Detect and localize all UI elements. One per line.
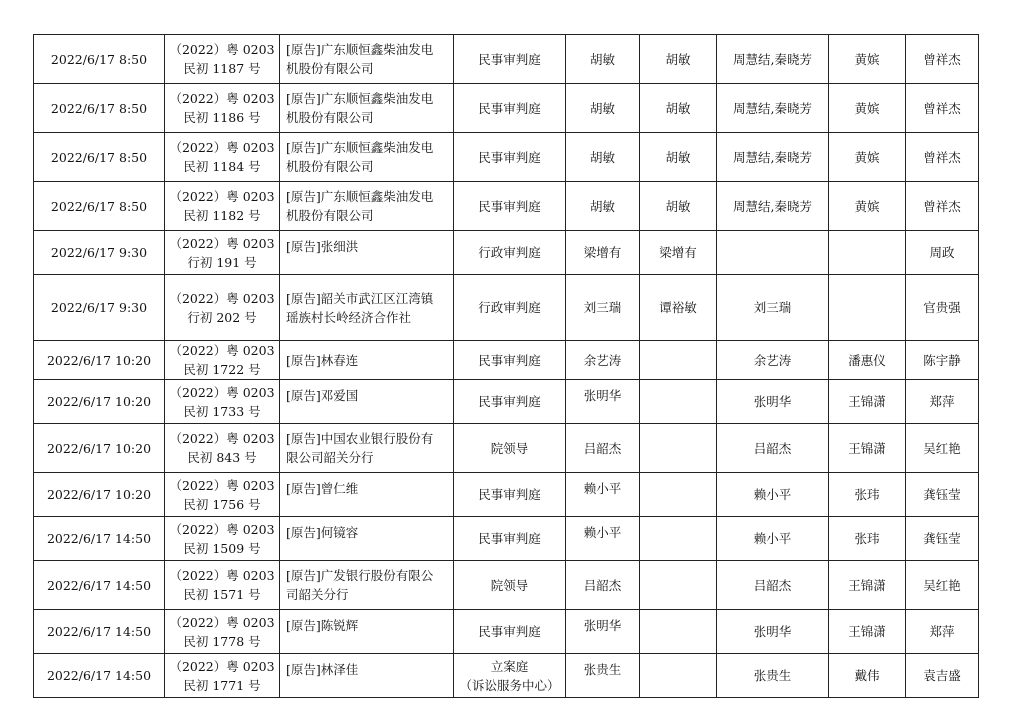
- clerk-name: 张玮: [829, 517, 906, 561]
- presiding-judge: 胡敏: [640, 133, 717, 182]
- judge-name: 吕韶杰: [566, 561, 640, 610]
- schedule-rows: [34, 35, 979, 698]
- department: 行政审判庭: [454, 275, 566, 341]
- assistant-name: 吴红艳: [906, 561, 979, 610]
- table-row: [34, 517, 979, 561]
- assistant-name: 吴红艳: [906, 424, 979, 473]
- hearing-datetime: 2022/6/17 8:50: [34, 133, 165, 182]
- assistant-name: 郑萍: [906, 610, 979, 654]
- hearing-datetime: 2022/6/17 14:50: [34, 561, 165, 610]
- judge-name: 张明华: [566, 610, 640, 654]
- panel-members: 吕韶杰: [717, 424, 829, 473]
- hearing-schedule-table: [33, 34, 979, 698]
- assistant-name: 曾祥杰: [906, 35, 979, 84]
- assistant-name: 曾祥杰: [906, 133, 979, 182]
- panel-members: 周慧结,秦晓芳: [717, 133, 829, 182]
- panel-members: 赖小平: [717, 473, 829, 517]
- party-name: [原告]广东顺恒鑫柴油发电 机股份有限公司: [280, 133, 454, 182]
- hearing-datetime: 2022/6/17 9:30: [34, 275, 165, 341]
- department: 民事审判庭: [454, 341, 566, 380]
- presiding-judge: 谭裕敏: [640, 275, 717, 341]
- table-row: [34, 182, 979, 231]
- table-row: [34, 654, 979, 698]
- case-number: （2022）粤 0203 行初 191 号: [165, 231, 280, 275]
- judge-name: 胡敏: [566, 133, 640, 182]
- presiding-judge: [640, 561, 717, 610]
- presiding-judge: 胡敏: [640, 182, 717, 231]
- department: 民事审判庭: [454, 182, 566, 231]
- hearing-datetime: 2022/6/17 10:20: [34, 473, 165, 517]
- party-name: [原告]张细洪: [280, 231, 454, 275]
- hearing-datetime: 2022/6/17 9:30: [34, 231, 165, 275]
- case-number: （2022）粤 0203 民初 1182 号: [165, 182, 280, 231]
- table-row: [34, 341, 979, 380]
- panel-members: 周慧结,秦晓芳: [717, 84, 829, 133]
- panel-members: [717, 231, 829, 275]
- party-name: [原告]林春连: [280, 341, 454, 380]
- presiding-judge: [640, 517, 717, 561]
- party-name: [原告]广发银行股份有限公 司韶关分行: [280, 561, 454, 610]
- assistant-name: 周政: [906, 231, 979, 275]
- department: 民事审判庭: [454, 610, 566, 654]
- panel-members: 赖小平: [717, 517, 829, 561]
- table-row: [34, 84, 979, 133]
- hearing-datetime: 2022/6/17 8:50: [34, 84, 165, 133]
- presiding-judge: 胡敏: [640, 35, 717, 84]
- party-name: [原告]陈锐辉: [280, 610, 454, 654]
- hearing-datetime: 2022/6/17 14:50: [34, 517, 165, 561]
- panel-members: 张明华: [717, 610, 829, 654]
- panel-members: 余艺涛: [717, 341, 829, 380]
- assistant-name: 曾祥杰: [906, 84, 979, 133]
- judge-name: 梁增有: [566, 231, 640, 275]
- clerk-name: 张玮: [829, 473, 906, 517]
- table-row: [34, 561, 979, 610]
- assistant-name: 袁吉盛: [906, 654, 979, 698]
- judge-name: 胡敏: [566, 182, 640, 231]
- case-number: （2022）粤 0203 民初 1771 号: [165, 654, 280, 698]
- department: 民事审判庭: [454, 380, 566, 424]
- assistant-name: 龚钰莹: [906, 517, 979, 561]
- assistant-name: 陈宇静: [906, 341, 979, 380]
- assistant-name: 郑萍: [906, 380, 979, 424]
- department: 立案庭 （诉讼服务中心）: [454, 654, 566, 698]
- case-number: （2022）粤 0203 民初 1187 号: [165, 35, 280, 84]
- judge-name: 张明华: [566, 380, 640, 424]
- department: 民事审判庭: [454, 35, 566, 84]
- hearing-datetime: 2022/6/17 14:50: [34, 654, 165, 698]
- hearing-datetime: 2022/6/17 10:20: [34, 424, 165, 473]
- judge-name: 胡敏: [566, 35, 640, 84]
- judge-name: 胡敏: [566, 84, 640, 133]
- table-row: [34, 610, 979, 654]
- table-row: [34, 275, 979, 341]
- presiding-judge: [640, 341, 717, 380]
- presiding-judge: 梁增有: [640, 231, 717, 275]
- hearing-datetime: 2022/6/17 8:50: [34, 35, 165, 84]
- department: 行政审判庭: [454, 231, 566, 275]
- hearing-datetime: 2022/6/17 8:50: [34, 182, 165, 231]
- case-number: （2022）粤 0203 行初 202 号: [165, 275, 280, 341]
- judge-name: 余艺涛: [566, 341, 640, 380]
- table-row: [34, 380, 979, 424]
- party-name: [原告]林泽佳: [280, 654, 454, 698]
- party-name: [原告]广东顺恒鑫柴油发电 机股份有限公司: [280, 84, 454, 133]
- judge-name: 赖小平: [566, 473, 640, 517]
- party-name: [原告]广东顺恒鑫柴油发电 机股份有限公司: [280, 182, 454, 231]
- table-row: [34, 231, 979, 275]
- case-number: （2022）粤 0203 民初 1509 号: [165, 517, 280, 561]
- case-number: （2022）粤 0203 民初 1722 号: [165, 341, 280, 380]
- panel-members: 周慧结,秦晓芳: [717, 35, 829, 84]
- assistant-name: 官贵强: [906, 275, 979, 341]
- clerk-name: 王锦潇: [829, 380, 906, 424]
- department: 民事审判庭: [454, 473, 566, 517]
- judge-name: 刘三瑞: [566, 275, 640, 341]
- department: 民事审判庭: [454, 133, 566, 182]
- department: 民事审判庭: [454, 517, 566, 561]
- clerk-name: 黄嫔: [829, 84, 906, 133]
- hearing-datetime: 2022/6/17 10:20: [34, 380, 165, 424]
- party-name: [原告]曾仁维: [280, 473, 454, 517]
- presiding-judge: [640, 610, 717, 654]
- department: 院领导: [454, 561, 566, 610]
- assistant-name: 曾祥杰: [906, 182, 979, 231]
- table-row: [34, 35, 979, 84]
- party-name: [原告]中国农业银行股份有 限公司韶关分行: [280, 424, 454, 473]
- judge-name: 赖小平: [566, 517, 640, 561]
- party-name: [原告]韶关市武江区江湾镇 瑶族村长岭经济合作社: [280, 275, 454, 341]
- presiding-judge: 胡敏: [640, 84, 717, 133]
- clerk-name: [829, 231, 906, 275]
- clerk-name: 王锦潇: [829, 561, 906, 610]
- assistant-name: 龚钰莹: [906, 473, 979, 517]
- panel-members: 周慧结,秦晓芳: [717, 182, 829, 231]
- party-name: [原告]邓爱国: [280, 380, 454, 424]
- case-number: （2022）粤 0203 民初 1778 号: [165, 610, 280, 654]
- panel-members: 张贵生: [717, 654, 829, 698]
- clerk-name: 王锦潇: [829, 610, 906, 654]
- judge-name: 张贵生: [566, 654, 640, 698]
- presiding-judge: [640, 424, 717, 473]
- clerk-name: 潘惠仪: [829, 341, 906, 380]
- presiding-judge: [640, 380, 717, 424]
- party-name: [原告]何镜容: [280, 517, 454, 561]
- table-row: [34, 424, 979, 473]
- case-number: （2022）粤 0203 民初 1756 号: [165, 473, 280, 517]
- presiding-judge: [640, 473, 717, 517]
- department: 民事审判庭: [454, 84, 566, 133]
- case-number: （2022）粤 0203 民初 1571 号: [165, 561, 280, 610]
- case-number: （2022）粤 0203 民初 843 号: [165, 424, 280, 473]
- clerk-name: 黄嫔: [829, 133, 906, 182]
- table-row: [34, 473, 979, 517]
- judge-name: 吕韶杰: [566, 424, 640, 473]
- hearing-datetime: 2022/6/17 10:20: [34, 341, 165, 380]
- panel-members: 刘三瑞: [717, 275, 829, 341]
- clerk-name: 黄嫔: [829, 35, 906, 84]
- table-row: [34, 133, 979, 182]
- presiding-judge: [640, 654, 717, 698]
- hearing-datetime: 2022/6/17 14:50: [34, 610, 165, 654]
- panel-members: 张明华: [717, 380, 829, 424]
- panel-members: 吕韶杰: [717, 561, 829, 610]
- clerk-name: 戴伟: [829, 654, 906, 698]
- clerk-name: 王锦潇: [829, 424, 906, 473]
- clerk-name: 黄嫔: [829, 182, 906, 231]
- case-number: （2022）粤 0203 民初 1184 号: [165, 133, 280, 182]
- department: 院领导: [454, 424, 566, 473]
- case-number: （2022）粤 0203 民初 1186 号: [165, 84, 280, 133]
- case-number: （2022）粤 0203 民初 1733 号: [165, 380, 280, 424]
- clerk-name: [829, 275, 906, 341]
- party-name: [原告]广东顺恒鑫柴油发电 机股份有限公司: [280, 35, 454, 84]
